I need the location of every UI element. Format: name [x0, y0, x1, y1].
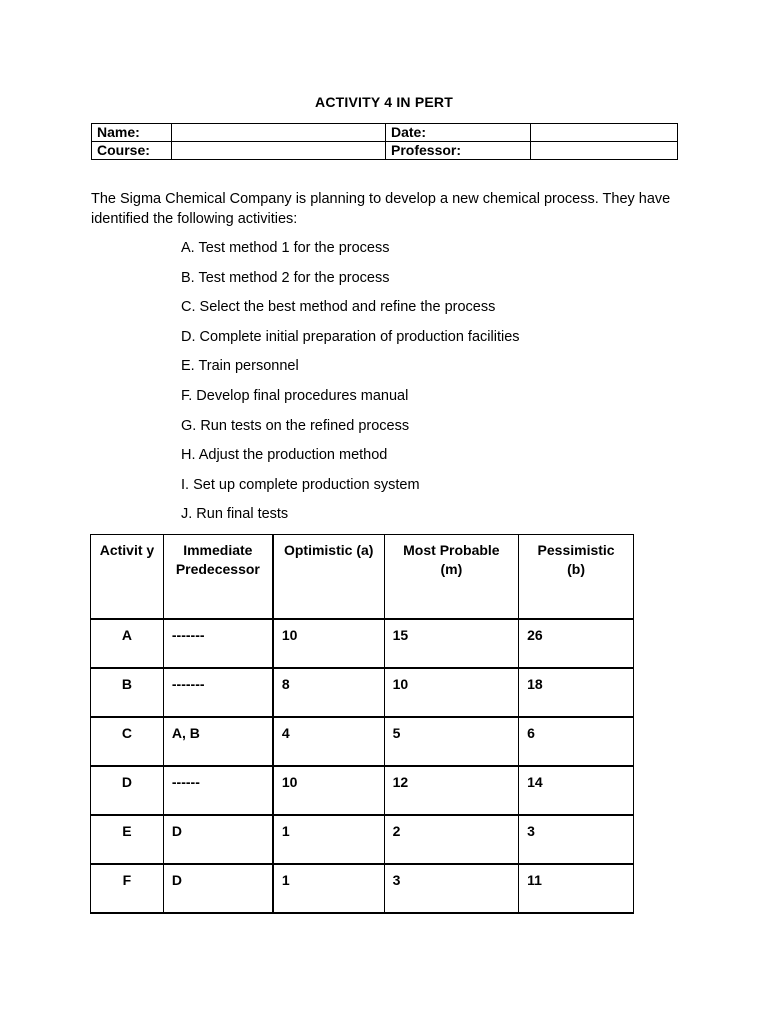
cell-pessimistic: 14 [519, 766, 634, 815]
info-row-course [92, 142, 678, 160]
table-row [91, 668, 634, 717]
course-field[interactable] [172, 142, 386, 160]
cell-activity: C [91, 717, 164, 766]
cell-optimistic: 1 [273, 864, 384, 913]
cell-optimistic: 4 [273, 717, 384, 766]
professor-field[interactable] [531, 142, 678, 160]
list-item: E. Train personnel [181, 358, 299, 375]
list-item: F. Develop final procedures manual [181, 387, 409, 404]
list-item: C. Select the best method and refine the process [181, 299, 496, 316]
cell-pessimistic: 11 [519, 864, 634, 913]
cell-activity: D [91, 766, 164, 815]
cell-most-probable: 12 [384, 766, 519, 815]
header-pessimistic: Pessimistic (b) [519, 535, 634, 620]
list-item: B. Test method 2 for the process [181, 269, 390, 286]
list-item: A. Test method 1 for the process [181, 240, 390, 256]
table-row [91, 619, 634, 668]
cell-most-probable: 2 [384, 815, 519, 864]
cell-most-probable: 3 [384, 864, 519, 913]
date-label: Date: [386, 124, 531, 142]
cell-pessimistic: 26 [519, 619, 634, 668]
cell-predecessor: D [163, 815, 272, 864]
list-item: J. Run final tests [181, 506, 289, 523]
cell-optimistic: 8 [273, 668, 384, 717]
cell-most-probable: 5 [384, 717, 519, 766]
professor-label: Professor: [386, 142, 531, 160]
cell-pessimistic: 18 [519, 668, 634, 717]
header-predecessor: Immediate Predecessor [163, 535, 272, 620]
list-item: G. Run tests on the refined process [181, 417, 410, 434]
cell-optimistic: 1 [273, 815, 384, 864]
table-row [91, 717, 634, 766]
cell-pessimistic: 6 [519, 717, 634, 766]
name-label: Name: [92, 124, 172, 142]
info-row-name [92, 124, 678, 142]
cell-activity: E [91, 815, 164, 864]
cell-predecessor: ------ [163, 766, 272, 815]
cell-optimistic: 10 [273, 619, 384, 668]
header-most-probable: Most Probable (m) [384, 535, 519, 620]
name-field[interactable] [172, 124, 386, 142]
cell-optimistic: 10 [273, 766, 384, 815]
list-item: I. Set up complete production system [181, 476, 420, 493]
list-item: H. Adjust the production method [181, 447, 388, 464]
date-field[interactable] [531, 124, 678, 142]
student-info-table [91, 123, 678, 160]
intro-paragraph: The Sigma Chemical Company is planning to develop a new chemical process. They have identified the following activities: [91, 191, 671, 227]
cell-predecessor: D [163, 864, 272, 913]
table-header-row [91, 535, 634, 620]
page-title: ACTIVITY 4 IN PERT [315, 94, 453, 110]
header-activity: Activit y [91, 535, 164, 620]
cell-predecessor: ------- [163, 668, 272, 717]
cell-pessimistic: 3 [519, 815, 634, 864]
activity-list [181, 238, 520, 534]
table-row [91, 815, 634, 864]
course-label: Course: [92, 142, 172, 160]
list-item: D. Complete initial preparation of production facilities [181, 328, 520, 345]
table-row [91, 864, 634, 913]
cell-activity: B [91, 668, 164, 717]
cell-activity: F [91, 864, 164, 913]
cell-most-probable: 10 [384, 668, 519, 717]
table-row [91, 766, 634, 815]
cell-activity: A [91, 619, 164, 668]
cell-predecessor: A, B [163, 717, 272, 766]
cell-most-probable: 15 [384, 619, 519, 668]
header-optimistic: Optimistic (a) [273, 535, 384, 620]
pert-estimates-table [90, 534, 634, 914]
cell-predecessor: ------- [163, 619, 272, 668]
